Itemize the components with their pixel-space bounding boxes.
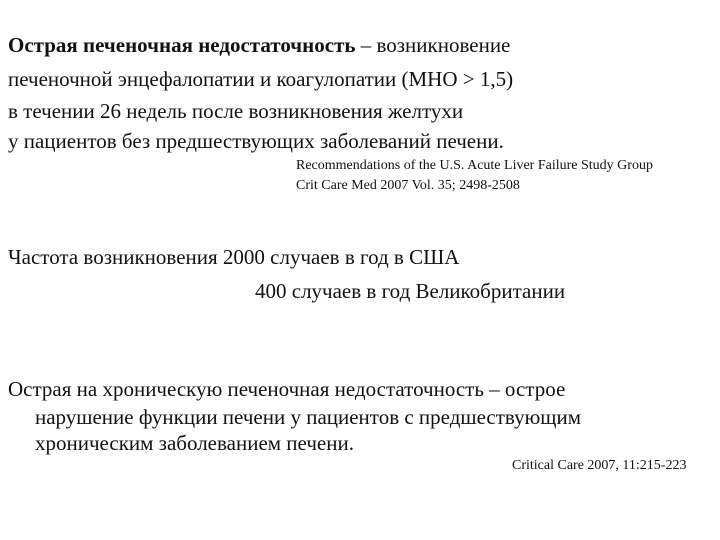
citation-1-line-1: Recommendations of the U.S. Acute Liver Failure Study Group [296, 158, 653, 173]
definition-line-4: у пациентов без предшествующих заболеваний печени. [8, 129, 504, 153]
acute-on-chronic-line-2: нарушение функции печени у пациентов с предшествующим [35, 405, 581, 429]
definition-line-3: в течении 26 недель после возникновения желтухи [8, 99, 464, 123]
definition-term: Острая печеночная недостаточность [8, 33, 356, 57]
definition-intro: – возникновение [355, 33, 511, 57]
incidence-line-2: 400 случаев в год Великобритании [255, 279, 566, 303]
citation-2: Critical Care 2007, 11:215-223 [512, 458, 687, 473]
acute-on-chronic-line-3: хроническим заболеванием печени. [35, 431, 354, 455]
definition-line-1 [8, 33, 510, 57]
incidence-line-1: Частота возникновения 2000 случаев в год в США [8, 245, 460, 269]
acute-on-chronic-line-1: Острая на хроническую печеночная недостаточность – острое [8, 377, 566, 401]
definition-line-2: печеночной энцефалопатии и коагулопатии (МНО > 1,5) [8, 67, 514, 91]
citation-1-line-2: Crit Care Med 2007 Vol. 35; 2498-2508 [296, 178, 520, 193]
